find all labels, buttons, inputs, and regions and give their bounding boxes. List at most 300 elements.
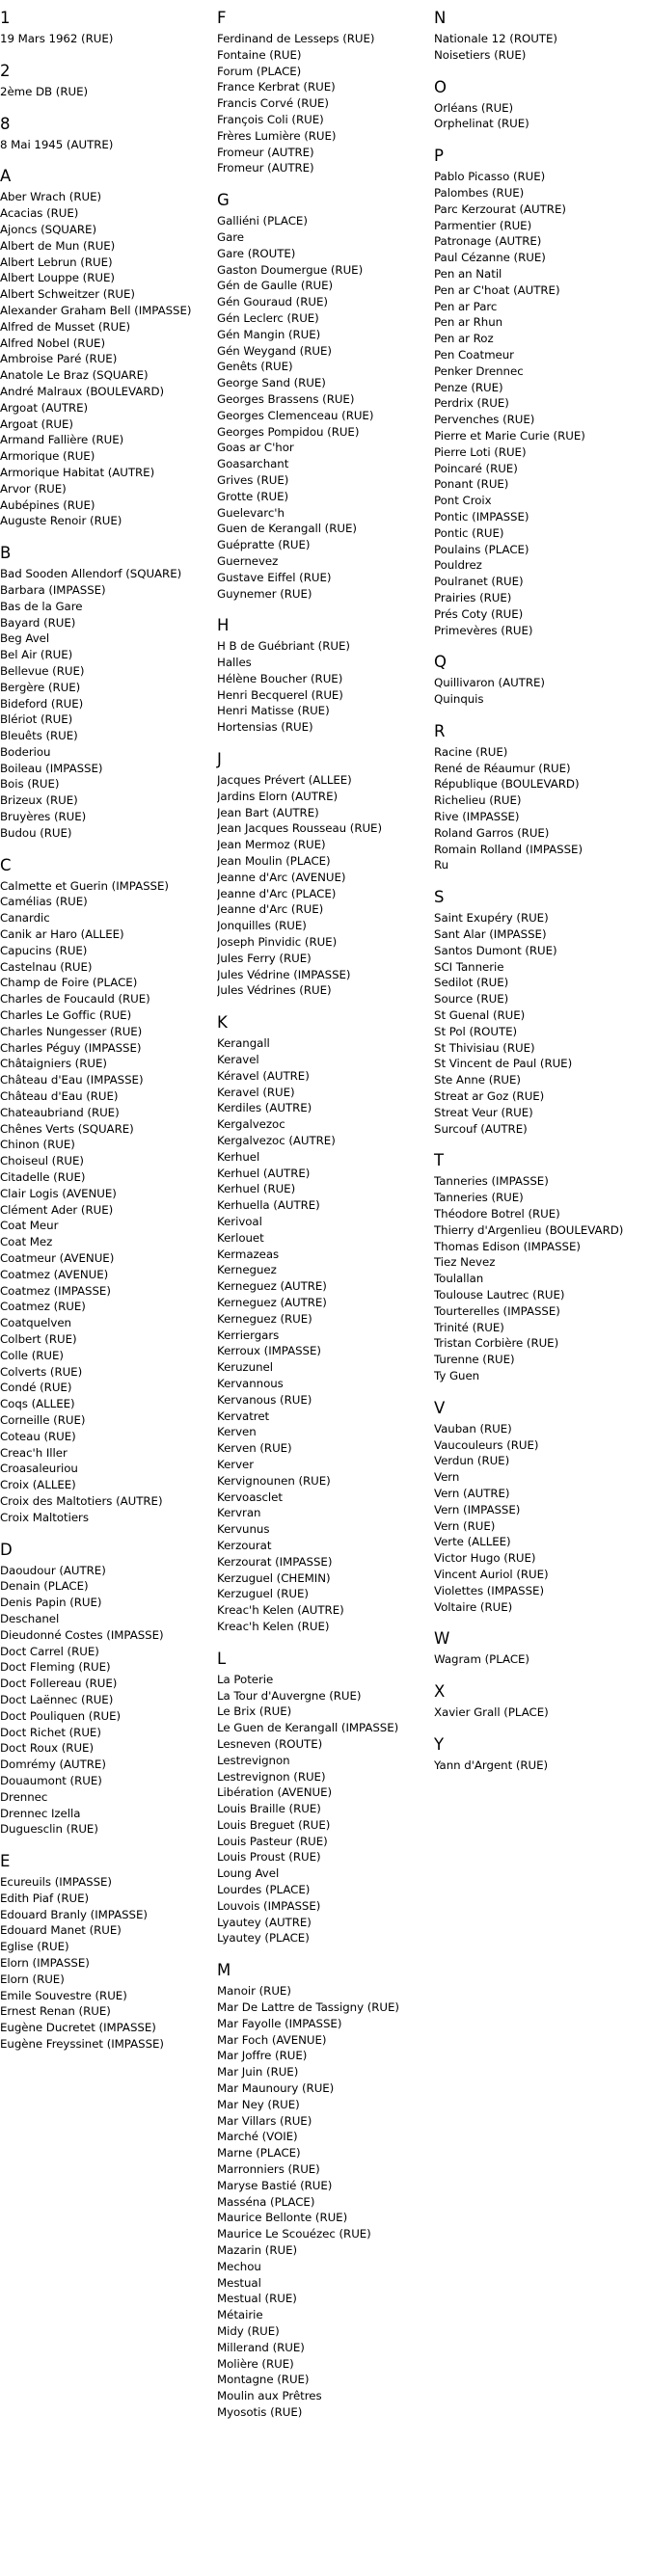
street-item[interactable]: Kerdiles (AUTRE) bbox=[217, 1101, 312, 1115]
street-item[interactable]: Vern (RUE) bbox=[434, 1518, 496, 1533]
street-item[interactable]: Lourdes (PLACE) bbox=[217, 1883, 311, 1897]
street-item[interactable]: Tristan Corbière (RUE) bbox=[434, 1336, 559, 1351]
street-item[interactable]: Château d'Eau (IMPASSE) bbox=[0, 1073, 144, 1087]
street-item[interactable]: Deschanel bbox=[0, 1611, 60, 1625]
street-item[interactable]: Coqs (ALLEE) bbox=[0, 1397, 75, 1411]
street-item[interactable]: Corneille (RUE) bbox=[0, 1412, 86, 1427]
street-item[interactable]: Castelnau (RUE) bbox=[0, 959, 93, 974]
street-item[interactable]: Doct Roux (RUE) bbox=[0, 1741, 94, 1756]
street-item[interactable]: Marché (VOIE) bbox=[217, 2130, 298, 2144]
street-item[interactable]: Ecureuils (IMPASSE) bbox=[0, 1875, 112, 1890]
street-item[interactable]: Creac'h Iller bbox=[0, 1445, 68, 1460]
street-item[interactable]: Georges Clemenceau (RUE) bbox=[217, 408, 374, 422]
street-item[interactable]: Jonquilles (RUE) bbox=[217, 919, 307, 933]
street-item[interactable]: Thierry d'Argenlieu (BOULEVARD) bbox=[434, 1222, 624, 1237]
street-item[interactable]: Gare (ROUTE) bbox=[217, 246, 296, 260]
street-item[interactable]: Maurice Bellonte (RUE) bbox=[217, 2211, 348, 2225]
street-item[interactable]: Pen Coatmeur bbox=[434, 347, 514, 362]
street-item[interactable]: Lestrevignon (RUE) bbox=[217, 1769, 326, 1784]
street-item[interactable]: Trinité (RUE) bbox=[434, 1320, 504, 1334]
street-item[interactable]: Lestrevignon bbox=[217, 1753, 290, 1767]
street-item[interactable]: Le Brix (RUE) bbox=[217, 1704, 292, 1719]
street-item[interactable]: Pierre Loti (RUE) bbox=[434, 444, 527, 459]
street-item[interactable]: Guernevez bbox=[217, 553, 279, 568]
street-item[interactable]: Keravel (RUE) bbox=[217, 1085, 295, 1099]
street-item[interactable]: Bad Sooden Allendorf (SQUARE) bbox=[0, 567, 182, 581]
street-item[interactable]: Poulranet (RUE) bbox=[434, 575, 524, 589]
street-item[interactable]: Gare bbox=[217, 229, 245, 244]
street-item[interactable]: Louvois (IMPASSE) bbox=[217, 1898, 321, 1913]
street-item[interactable]: Mar De Lattre de Tassigny (RUE) bbox=[217, 2000, 399, 2015]
street-item[interactable]: Pierre et Marie Curie (RUE) bbox=[434, 428, 585, 443]
street-item[interactable]: Jeanne d'Arc (PLACE) bbox=[217, 886, 337, 900]
street-item[interactable]: Armorique (RUE) bbox=[0, 449, 95, 464]
street-item[interactable]: Coatmez (RUE) bbox=[0, 1300, 86, 1314]
street-item[interactable]: Hélène Boucher (RUE) bbox=[217, 671, 343, 685]
street-item[interactable]: Racine (RUE) bbox=[434, 744, 508, 759]
street-item[interactable]: Vern bbox=[434, 1470, 460, 1485]
street-item[interactable]: Kervunus bbox=[217, 1522, 270, 1537]
street-item[interactable]: Rive (IMPASSE) bbox=[434, 810, 520, 824]
street-item[interactable]: Masséna (PLACE) bbox=[217, 2194, 315, 2209]
street-item[interactable]: Toulallan bbox=[434, 1272, 484, 1286]
street-item[interactable]: Grotte (RUE) bbox=[217, 489, 289, 503]
street-item[interactable]: Galliéni (PLACE) bbox=[217, 214, 308, 228]
street-item[interactable]: Mar Villars (RUE) bbox=[217, 2113, 312, 2128]
street-item[interactable]: Tanneries (IMPASSE) bbox=[434, 1174, 549, 1189]
street-item[interactable]: Boderiou bbox=[0, 744, 51, 759]
street-item[interactable]: Parmentier (RUE) bbox=[434, 218, 532, 232]
street-item[interactable]: Jules Védrine (IMPASSE) bbox=[217, 967, 351, 981]
street-item[interactable]: Kerneguez (AUTRE) bbox=[217, 1279, 327, 1294]
street-item[interactable]: Elorn (IMPASSE) bbox=[0, 1956, 90, 1971]
street-item[interactable]: Jules Védrines (RUE) bbox=[217, 983, 332, 998]
street-item[interactable]: Jules Ferry (RUE) bbox=[217, 951, 312, 965]
street-item[interactable]: Millerand (RUE) bbox=[217, 2340, 305, 2354]
street-item[interactable]: Auguste Renoir (RUE) bbox=[0, 514, 122, 528]
street-item[interactable]: Marne (PLACE) bbox=[217, 2146, 301, 2160]
street-item[interactable]: Aber Wrach (RUE) bbox=[0, 190, 102, 204]
street-item[interactable]: Wagram (PLACE) bbox=[434, 1652, 529, 1667]
street-item[interactable]: Orléans (RUE) bbox=[434, 100, 514, 115]
street-item[interactable]: Primevères (RUE) bbox=[434, 623, 533, 637]
street-item[interactable]: Métairie bbox=[217, 2308, 263, 2322]
street-item[interactable]: Calmette et Guerin (IMPASSE) bbox=[0, 878, 169, 893]
street-item[interactable]: Manoir (RUE) bbox=[217, 1984, 291, 1999]
street-item[interactable]: Turenne (RUE) bbox=[434, 1353, 515, 1367]
street-item[interactable]: Camélias (RUE) bbox=[0, 895, 88, 909]
street-item[interactable]: Nationale 12 (ROUTE) bbox=[434, 32, 557, 45]
street-item[interactable]: Mar Maunoury (RUE) bbox=[217, 2081, 335, 2096]
street-item[interactable]: Chinon (RUE) bbox=[0, 1138, 75, 1152]
street-item[interactable]: Lyautey (AUTRE) bbox=[217, 1915, 312, 1929]
street-item[interactable]: Drennec Izella bbox=[0, 1806, 81, 1820]
street-item[interactable]: Penze (RUE) bbox=[434, 380, 503, 394]
street-item[interactable]: Coatmez (IMPASSE) bbox=[0, 1283, 111, 1298]
street-item[interactable]: Voltaire (RUE) bbox=[434, 1599, 513, 1614]
street-item[interactable]: René de Réaumur (RUE) bbox=[434, 761, 571, 775]
street-item[interactable]: Gén Weygand (RUE) bbox=[217, 343, 332, 358]
street-item[interactable]: La Tour d'Auvergne (RUE) bbox=[217, 1688, 362, 1703]
street-item[interactable]: Kergalvezoc bbox=[217, 1117, 285, 1132]
street-item[interactable]: Lesneven (ROUTE) bbox=[217, 1736, 323, 1751]
street-item[interactable]: Streat ar Goz (RUE) bbox=[434, 1089, 545, 1104]
street-item[interactable]: Pen ar Parc bbox=[434, 299, 498, 313]
street-item[interactable]: Kergalvezoc (AUTRE) bbox=[217, 1134, 336, 1148]
street-item[interactable]: République (BOULEVARD) bbox=[434, 777, 580, 792]
street-item[interactable]: Albert Louppe (RUE) bbox=[0, 271, 115, 285]
street-item[interactable]: Molière (RUE) bbox=[217, 2356, 294, 2371]
street-item[interactable]: Doct Follereau (RUE) bbox=[0, 1677, 118, 1691]
street-item[interactable]: Streat Veur (RUE) bbox=[434, 1105, 533, 1119]
street-item[interactable]: Moulin aux Prêtres bbox=[217, 2389, 322, 2403]
street-item[interactable]: Bleuêts (RUE) bbox=[0, 729, 78, 743]
street-item[interactable]: Doct Carrel (RUE) bbox=[0, 1644, 99, 1658]
street-item[interactable]: Kervanous (RUE) bbox=[217, 1392, 312, 1407]
street-item[interactable]: Sedilot (RUE) bbox=[434, 976, 509, 990]
street-item[interactable]: Pont Croix bbox=[434, 494, 492, 508]
street-item[interactable]: 2ème DB (RUE) bbox=[0, 84, 89, 98]
street-item[interactable]: Champ de Foire (PLACE) bbox=[0, 976, 138, 990]
street-item[interactable]: Goasarchant bbox=[217, 457, 289, 471]
street-item[interactable]: Mar Fayolle (IMPASSE) bbox=[217, 2016, 342, 2030]
street-item[interactable]: Pontic (RUE) bbox=[434, 525, 504, 540]
street-item[interactable]: Ponant (RUE) bbox=[434, 477, 509, 492]
street-item[interactable]: Kerzuguel (RUE) bbox=[217, 1587, 309, 1601]
street-item[interactable]: Lyautey (PLACE) bbox=[217, 1931, 310, 1945]
street-item[interactable]: Paul Cézanne (RUE) bbox=[434, 251, 546, 265]
street-item[interactable]: Jacques Prévert (ALLEE) bbox=[217, 773, 352, 788]
street-item[interactable]: Vincent Auriol (RUE) bbox=[434, 1567, 549, 1581]
street-item[interactable]: Perdrix (RUE) bbox=[434, 396, 509, 411]
street-item[interactable]: Louis Braille (RUE) bbox=[217, 1802, 321, 1816]
street-item[interactable]: Argoat (RUE) bbox=[0, 416, 73, 431]
street-item[interactable]: Drennec bbox=[0, 1789, 48, 1804]
street-item[interactable]: Louis Breguet (RUE) bbox=[217, 1817, 331, 1832]
street-item[interactable]: Montagne (RUE) bbox=[217, 2373, 310, 2387]
street-item[interactable]: Mar Joffre (RUE) bbox=[217, 2049, 308, 2063]
street-item[interactable]: Kervran bbox=[217, 1506, 261, 1520]
street-item[interactable]: Charles de Foucauld (RUE) bbox=[0, 992, 150, 1006]
street-item[interactable]: Genêts (RUE) bbox=[217, 360, 293, 374]
street-item[interactable]: Violettes (IMPASSE) bbox=[434, 1583, 545, 1597]
street-item[interactable]: Libération (AVENUE) bbox=[217, 1785, 333, 1800]
street-item[interactable]: Guen de Kerangall (RUE) bbox=[217, 522, 357, 536]
street-item[interactable]: Ste Anne (RUE) bbox=[434, 1073, 521, 1087]
street-item[interactable]: Palombes (RUE) bbox=[434, 185, 525, 200]
street-item[interactable]: Bayard (RUE) bbox=[0, 615, 76, 630]
street-item[interactable]: Louis Proust (RUE) bbox=[217, 1850, 321, 1865]
street-item[interactable]: Prairies (RUE) bbox=[434, 590, 512, 604]
street-item[interactable]: Santos Dumont (RUE) bbox=[434, 943, 557, 957]
street-item[interactable]: Gén Leclerc (RUE) bbox=[217, 310, 319, 325]
street-item[interactable]: Clément Ader (RUE) bbox=[0, 1202, 114, 1217]
street-item[interactable]: Bas de la Gare bbox=[0, 599, 83, 613]
street-item[interactable]: Pervenches (RUE) bbox=[434, 413, 535, 427]
street-item[interactable]: Kerroux (IMPASSE) bbox=[217, 1344, 321, 1358]
street-item[interactable]: Daoudour (AUTRE) bbox=[0, 1563, 106, 1577]
street-item[interactable]: Colbert (RUE) bbox=[0, 1331, 77, 1346]
street-item[interactable]: Fromeur (AUTRE) bbox=[217, 161, 314, 175]
street-item[interactable]: St Thivisiau (RUE) bbox=[434, 1040, 535, 1055]
street-item[interactable]: Maryse Bastié (RUE) bbox=[217, 2178, 333, 2192]
street-item[interactable]: Condé (RUE) bbox=[0, 1381, 72, 1395]
street-item[interactable]: La Poterie bbox=[217, 1672, 274, 1686]
street-item[interactable]: St Vincent de Paul (RUE) bbox=[434, 1057, 573, 1071]
street-item[interactable]: Jardins Elorn (AUTRE) bbox=[217, 789, 339, 803]
street-item[interactable]: Gén Gouraud (RUE) bbox=[217, 295, 328, 309]
street-item[interactable]: Kéravel (AUTRE) bbox=[217, 1068, 310, 1083]
street-item[interactable]: Loung Avel bbox=[217, 1866, 280, 1881]
street-item[interactable]: Kerneguez (AUTRE) bbox=[217, 1295, 327, 1309]
street-item[interactable]: Bideford (RUE) bbox=[0, 696, 84, 711]
street-item[interactable]: Chênes Verts (SQUARE) bbox=[0, 1121, 134, 1136]
street-item[interactable]: Orphelinat (RUE) bbox=[434, 117, 529, 131]
street-item[interactable]: Bellevue (RUE) bbox=[0, 663, 85, 678]
street-item[interactable]: Eglise (RUE) bbox=[0, 1940, 69, 1954]
street-item[interactable]: Penker Drennec bbox=[434, 363, 524, 378]
street-item[interactable]: Kerhuella (AUTRE) bbox=[217, 1198, 320, 1213]
street-item[interactable]: Jean Moulin (PLACE) bbox=[217, 854, 331, 869]
street-item[interactable]: Henri Becquerel (RUE) bbox=[217, 687, 343, 702]
street-item[interactable]: Pen ar C'hoat (AUTRE) bbox=[434, 282, 560, 297]
street-item[interactable]: Charles Péguy (IMPASSE) bbox=[0, 1040, 142, 1055]
street-item[interactable]: Surcouf (AUTRE) bbox=[434, 1121, 528, 1136]
street-item[interactable]: Kerzuguel (CHEMIN) bbox=[217, 1570, 331, 1585]
street-item[interactable]: Mestual (RUE) bbox=[217, 2292, 297, 2306]
street-item[interactable]: Jeanne d'Arc (AVENUE) bbox=[217, 870, 346, 884]
street-item[interactable]: Eugène Ducretet (IMPASSE) bbox=[0, 2021, 156, 2035]
street-item[interactable]: Kerver bbox=[217, 1457, 255, 1471]
street-item[interactable]: Poincaré (RUE) bbox=[434, 461, 518, 475]
street-item[interactable]: Kerven bbox=[217, 1425, 257, 1439]
street-item[interactable]: Alexander Graham Bell (IMPASSE) bbox=[0, 303, 192, 317]
street-item[interactable]: Kerangall bbox=[217, 1036, 270, 1051]
street-item[interactable]: Vern (IMPASSE) bbox=[434, 1502, 521, 1516]
street-item[interactable]: George Sand (RUE) bbox=[217, 376, 326, 390]
street-item[interactable]: Vern (AUTRE) bbox=[434, 1486, 510, 1500]
street-item[interactable]: Pablo Picasso (RUE) bbox=[434, 170, 546, 184]
street-item[interactable]: Sant Alar (IMPASSE) bbox=[434, 927, 547, 942]
street-item[interactable]: Croix Maltotiers bbox=[0, 1510, 89, 1524]
street-item[interactable]: Argoat (AUTRE) bbox=[0, 400, 89, 415]
street-item[interactable]: Choiseul (RUE) bbox=[0, 1154, 84, 1168]
street-item[interactable]: Domrémy (AUTRE) bbox=[0, 1758, 106, 1772]
street-item[interactable]: Coatmeur (AVENUE) bbox=[0, 1251, 115, 1265]
street-item[interactable]: Kerhuel bbox=[217, 1149, 260, 1164]
street-item[interactable]: Thomas Edison (IMPASSE) bbox=[434, 1239, 581, 1253]
street-item[interactable]: Bruyères (RUE) bbox=[0, 810, 87, 824]
street-item[interactable]: Tiez Nevez bbox=[434, 1255, 496, 1270]
street-item[interactable]: Keruzunel bbox=[217, 1360, 273, 1375]
street-item[interactable]: Château d'Eau (RUE) bbox=[0, 1089, 119, 1104]
street-item[interactable]: Albert de Mun (RUE) bbox=[0, 238, 116, 253]
street-item[interactable]: Grives (RUE) bbox=[217, 472, 289, 487]
street-item[interactable]: Kervannous bbox=[217, 1376, 284, 1390]
street-item[interactable]: Charles Le Goffic (RUE) bbox=[0, 1008, 132, 1023]
street-item[interactable]: 8 Mai 1945 (AUTRE) bbox=[0, 137, 114, 151]
street-item[interactable]: Colverts (RUE) bbox=[0, 1364, 83, 1379]
street-item[interactable]: Pen ar Rhun bbox=[434, 315, 503, 330]
street-item[interactable]: France Kerbrat (RUE) bbox=[217, 80, 336, 94]
street-item[interactable]: Anatole Le Braz (SQUARE) bbox=[0, 368, 149, 383]
street-item[interactable]: Charles Nungesser (RUE) bbox=[0, 1024, 143, 1038]
street-item[interactable]: Yann d'Argent (RUE) bbox=[434, 1758, 549, 1772]
street-item[interactable]: Coatmez (AVENUE) bbox=[0, 1267, 109, 1281]
street-item[interactable]: Emile Souvestre (RUE) bbox=[0, 1988, 127, 2002]
street-item[interactable]: Mar Foch (AVENUE) bbox=[217, 2032, 327, 2047]
street-item[interactable]: Tanneries (RUE) bbox=[434, 1191, 524, 1205]
street-item[interactable]: Beg Avel bbox=[0, 631, 50, 646]
street-item[interactable]: Source (RUE) bbox=[434, 992, 509, 1006]
street-item[interactable]: Midy (RUE) bbox=[217, 2324, 280, 2338]
street-item[interactable]: Forum (PLACE) bbox=[217, 64, 302, 78]
street-item[interactable]: Coatquelven bbox=[0, 1316, 71, 1330]
street-item[interactable]: Denain (PLACE) bbox=[0, 1579, 89, 1594]
street-item[interactable]: Pouldrez bbox=[434, 558, 482, 573]
street-item[interactable]: Mestual bbox=[217, 2275, 261, 2290]
street-item[interactable]: Colle (RUE) bbox=[0, 1348, 64, 1362]
street-item[interactable]: Barbara (IMPASSE) bbox=[0, 582, 106, 597]
street-item[interactable]: Le Guen de Kerangall (IMPASSE) bbox=[217, 1721, 399, 1735]
street-item[interactable]: Budou (RUE) bbox=[0, 825, 72, 840]
street-item[interactable]: Eugène Freyssinet (IMPASSE) bbox=[0, 2037, 164, 2052]
street-item[interactable]: Ambroise Paré (RUE) bbox=[0, 352, 118, 366]
street-item[interactable]: Kerzourat (IMPASSE) bbox=[217, 1554, 333, 1569]
street-item[interactable]: Gén de Gaulle (RUE) bbox=[217, 279, 334, 293]
street-item[interactable]: Edouard Branly (IMPASSE) bbox=[0, 1907, 148, 1921]
street-item[interactable]: Quillivaron (AUTRE) bbox=[434, 676, 545, 690]
street-item[interactable]: Patronage (AUTRE) bbox=[434, 234, 542, 249]
street-item[interactable]: Kerriergars bbox=[217, 1328, 280, 1342]
street-item[interactable]: Ferdinand de Lesseps (RUE) bbox=[217, 32, 375, 45]
street-item[interactable]: H B de Guébriant (RUE) bbox=[217, 639, 350, 654]
street-item[interactable]: Denis Papin (RUE) bbox=[0, 1596, 102, 1610]
street-item[interactable]: Poulains (PLACE) bbox=[434, 542, 529, 556]
street-item[interactable]: Edouard Manet (RUE) bbox=[0, 1923, 122, 1938]
street-item[interactable]: Châtaigniers (RUE) bbox=[0, 1057, 107, 1071]
street-item[interactable]: Gustave Eiffel (RUE) bbox=[217, 570, 332, 584]
street-item[interactable]: Canardic bbox=[0, 911, 50, 926]
street-item[interactable]: Mazarin (RUE) bbox=[217, 2243, 298, 2258]
street-item[interactable]: Fontaine (RUE) bbox=[217, 47, 302, 62]
street-item[interactable]: Kerhuel (AUTRE) bbox=[217, 1166, 311, 1180]
street-item[interactable]: Gén Mangin (RUE) bbox=[217, 327, 321, 341]
street-item[interactable]: Kerlouet bbox=[217, 1230, 264, 1245]
street-item[interactable]: Vauban (RUE) bbox=[434, 1421, 512, 1436]
street-item[interactable]: Coteau (RUE) bbox=[0, 1429, 76, 1443]
street-item[interactable]: Ty Guen bbox=[434, 1368, 480, 1382]
street-item[interactable]: Tourterelles (IMPASSE) bbox=[434, 1303, 560, 1318]
street-item[interactable]: Maurice Le Scouézec (RUE) bbox=[217, 2227, 371, 2241]
street-item[interactable]: Guépratte (RUE) bbox=[217, 538, 311, 552]
street-item[interactable]: Richelieu (RUE) bbox=[434, 793, 522, 808]
street-item[interactable]: Acacias (RUE) bbox=[0, 206, 79, 221]
street-item[interactable]: Croix (ALLEE) bbox=[0, 1478, 76, 1492]
street-item[interactable]: Verdun (RUE) bbox=[434, 1454, 510, 1468]
street-item[interactable]: Ru bbox=[434, 858, 449, 872]
street-item[interactable]: Arvor (RUE) bbox=[0, 481, 67, 496]
street-item[interactable]: Doct Richet (RUE) bbox=[0, 1725, 101, 1739]
street-item[interactable]: Pen an Natil bbox=[434, 266, 502, 281]
street-item[interactable]: Brizeux (RUE) bbox=[0, 793, 78, 808]
street-item[interactable]: Hortensias (RUE) bbox=[217, 720, 313, 735]
street-item[interactable]: Alfred Nobel (RUE) bbox=[0, 335, 105, 350]
street-item[interactable]: Edith Piaf (RUE) bbox=[0, 1891, 90, 1905]
street-item[interactable]: Coat Meur bbox=[0, 1219, 59, 1233]
street-item[interactable]: Alfred de Musset (RUE) bbox=[0, 319, 131, 334]
street-item[interactable]: St Pol (ROUTE) bbox=[434, 1024, 518, 1038]
street-item[interactable]: Vaucouleurs (RUE) bbox=[434, 1437, 539, 1452]
street-item[interactable]: Kerneguez (RUE) bbox=[217, 1311, 312, 1326]
street-item[interactable]: Kerzourat bbox=[217, 1538, 272, 1552]
street-item[interactable]: Bergère (RUE) bbox=[0, 680, 81, 694]
street-item[interactable]: Bel Air (RUE) bbox=[0, 648, 73, 662]
street-item[interactable]: Noisetiers (RUE) bbox=[434, 47, 527, 62]
street-item[interactable]: Kerhuel (RUE) bbox=[217, 1182, 296, 1196]
street-item[interactable]: Georges Pompidou (RUE) bbox=[217, 424, 360, 439]
street-item[interactable]: Kreac'h Kelen (RUE) bbox=[217, 1619, 330, 1633]
street-item[interactable]: Armand Fallière (RUE) bbox=[0, 433, 124, 447]
street-item[interactable]: Frères Lumière (RUE) bbox=[217, 128, 337, 143]
street-item[interactable]: Keravel bbox=[217, 1053, 259, 1067]
street-item[interactable]: Prés Coty (RUE) bbox=[434, 606, 524, 621]
street-item[interactable]: Coat Mez bbox=[0, 1235, 53, 1249]
street-item[interactable]: Pontic (IMPASSE) bbox=[434, 509, 529, 523]
street-item[interactable]: Kermazeas bbox=[217, 1247, 280, 1261]
street-item[interactable]: Dieudonné Costes (IMPASSE) bbox=[0, 1627, 164, 1642]
street-item[interactable]: Bois (RUE) bbox=[0, 777, 60, 792]
street-item[interactable]: Mar Ney (RUE) bbox=[217, 2097, 300, 2111]
street-item[interactable]: Toulouse Lautrec (RUE) bbox=[434, 1288, 565, 1301]
street-item[interactable]: 19 Mars 1962 (RUE) bbox=[0, 32, 114, 45]
street-item[interactable]: Duguesclin (RUE) bbox=[0, 1822, 98, 1837]
street-item[interactable]: Croasaleuriou bbox=[0, 1462, 78, 1476]
street-item[interactable]: Francis Corvé (RUE) bbox=[217, 96, 329, 111]
street-item[interactable]: Boileau (IMPASSE) bbox=[0, 761, 103, 775]
street-item[interactable]: Halles bbox=[217, 656, 252, 670]
street-item[interactable]: Jean Bart (AUTRE) bbox=[217, 805, 319, 819]
street-item[interactable]: Doct Pouliquen (RUE) bbox=[0, 1708, 122, 1723]
street-item[interactable]: Victor Hugo (RUE) bbox=[434, 1551, 536, 1566]
street-item[interactable]: Canik ar Haro (ALLEE) bbox=[0, 927, 124, 942]
street-item[interactable]: Guelevarc'h bbox=[217, 505, 285, 520]
street-item[interactable]: Mechou bbox=[217, 2259, 261, 2273]
street-item[interactable]: Croix des Maltotiers (AUTRE) bbox=[0, 1493, 163, 1508]
street-item[interactable]: Xavier Grall (PLACE) bbox=[434, 1705, 549, 1720]
street-item[interactable]: Doct Laënnec (RUE) bbox=[0, 1692, 114, 1706]
street-item[interactable]: Albert Lebrun (RUE) bbox=[0, 255, 113, 269]
street-item[interactable]: Guynemer (RUE) bbox=[217, 586, 312, 601]
street-item[interactable]: St Guenal (RUE) bbox=[434, 1008, 526, 1023]
street-item[interactable]: Kreac'h Kelen (AUTRE) bbox=[217, 1603, 344, 1618]
street-item[interactable]: Clair Logis (AVENUE) bbox=[0, 1186, 117, 1200]
street-item[interactable]: Kerivoal bbox=[217, 1215, 262, 1228]
street-item[interactable]: Roland Garros (RUE) bbox=[434, 825, 550, 840]
street-item[interactable]: Fromeur (AUTRE) bbox=[217, 145, 314, 159]
street-item[interactable]: Doct Fleming (RUE) bbox=[0, 1660, 111, 1675]
street-item[interactable]: Kerven (RUE) bbox=[217, 1441, 292, 1456]
street-item[interactable]: Louis Pasteur (RUE) bbox=[217, 1834, 328, 1848]
street-item[interactable]: Ajoncs (SQUARE) bbox=[0, 222, 97, 236]
street-item[interactable]: Elorn (RUE) bbox=[0, 1972, 65, 1986]
street-item[interactable]: Gaston Doumergue (RUE) bbox=[217, 262, 364, 277]
street-item[interactable]: Aubépines (RUE) bbox=[0, 497, 95, 512]
street-item[interactable]: Théodore Botrel (RUE) bbox=[434, 1207, 560, 1221]
street-item[interactable]: Marronniers (RUE) bbox=[217, 2162, 320, 2177]
street-item[interactable]: Douaumont (RUE) bbox=[0, 1773, 102, 1787]
street-item[interactable]: Myosotis (RUE) bbox=[217, 2404, 303, 2419]
